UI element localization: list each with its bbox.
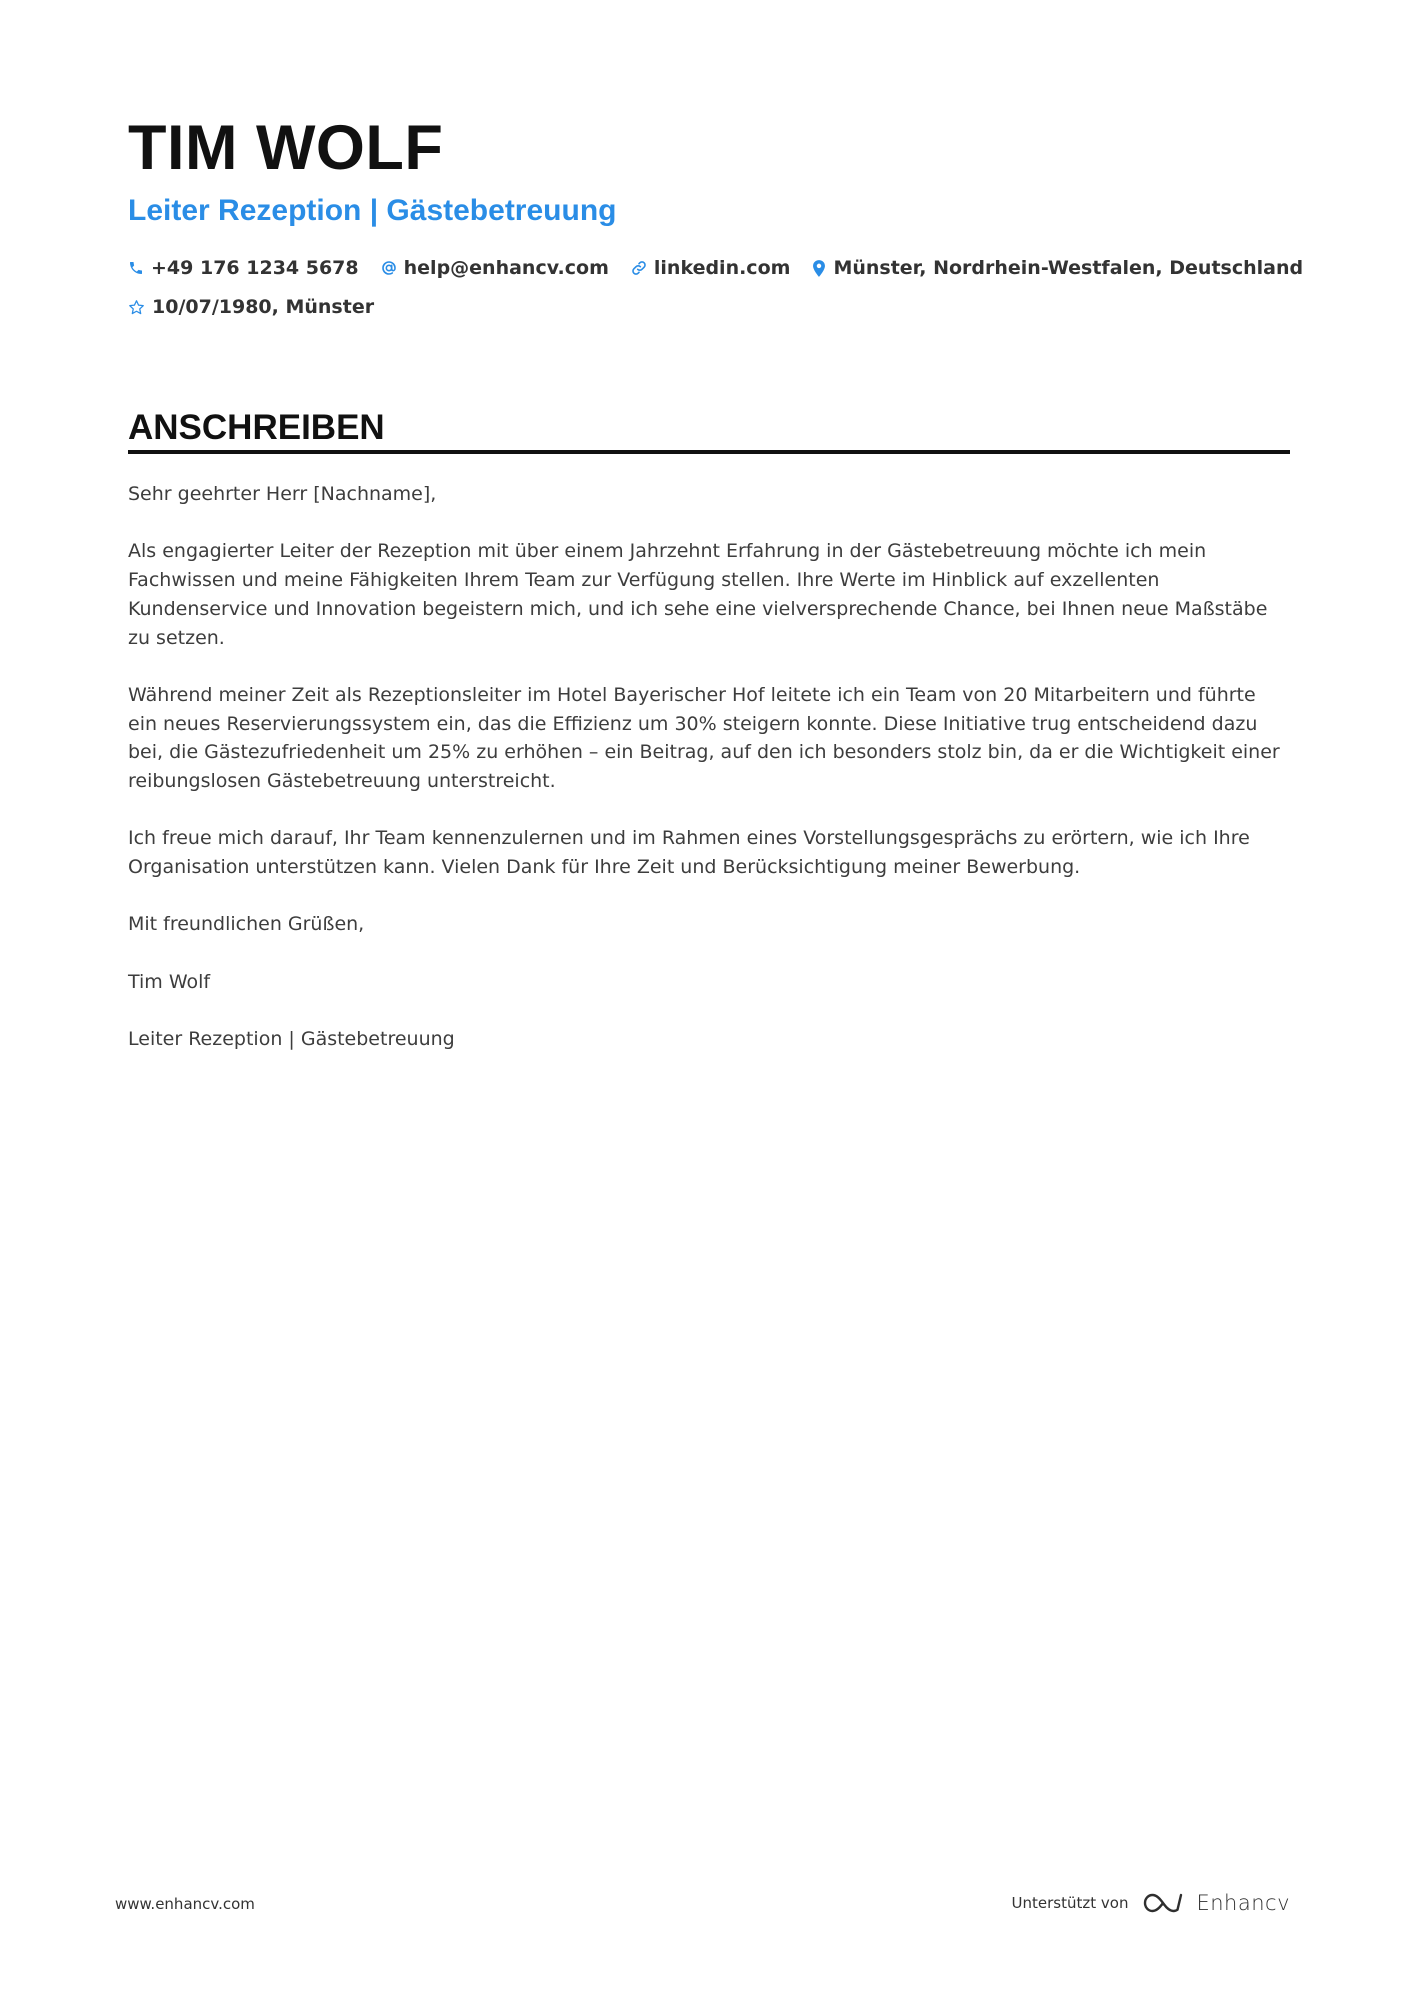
- applicant-title: Leiter Rezeption | Gästebetreuung: [128, 194, 617, 227]
- letter-paragraph: Ich freue mich darauf, Ihr Team kennenzulernen und im Rahmen eines Vorstellungsgesprächs zu erörtern, wie ich Ihre Organisation unterstützen kann. Vielen Dank für Ihre Zeit und Berücksichtigung meiner Bewerbung.: [128, 827, 1250, 879]
- contact-location: [812, 257, 1303, 279]
- contact-phone-text: +49 176 1234 5678: [151, 257, 359, 279]
- section-heading: ANSCHREIBEN: [128, 408, 385, 447]
- link-icon: [631, 260, 647, 276]
- powered-by-label: Unterstützt von: [1011, 1894, 1129, 1912]
- brand-wordmark: Enhancv: [1196, 1891, 1290, 1915]
- signature-name: Tim Wolf: [128, 970, 211, 993]
- star-icon: [128, 299, 145, 316]
- contact-phone: [128, 257, 359, 279]
- contact-row-2: [128, 292, 396, 322]
- letter-paragraph: Als engagierter Leiter der Rezeption mit über einem Jahrzehnt Erfahrung in der Gästebetreuung möchte ich mein Fachwissen und meine Fähigkeiten Ihrem Team zur Verfügung stellen. Ihre Werte im Hinblick auf exzellenten Kundenservice und Innovation begeistern mich, und ich sehe eine vielversprechende Chance, bei Ihnen neue Maßstäbe zu setzen.: [128, 540, 1268, 649]
- powered-by: [1012, 1886, 1290, 1920]
- contact-birth: [128, 296, 374, 318]
- contact-email[interactable]: [381, 257, 609, 279]
- enhancv-logo[interactable]: [1140, 1890, 1290, 1916]
- contact-birth-text: 10/07/1980, Münster: [152, 296, 375, 318]
- contact-linkedin[interactable]: [631, 257, 791, 279]
- section-divider: [128, 450, 1290, 454]
- phone-icon: [128, 260, 144, 276]
- signature-title: Leiter Rezeption | Gästebetreuung: [128, 1028, 455, 1051]
- location-pin-icon: [812, 260, 826, 277]
- contact-location-text: Münster, Nordrhein-Westfalen, Deutschland: [833, 257, 1304, 279]
- letter-closing: Mit freundlichen Grüßen,: [128, 913, 365, 936]
- at-icon: [381, 260, 397, 276]
- contact-linkedin-text: linkedin.com: [653, 257, 791, 279]
- applicant-name: TIM WOLF: [128, 113, 444, 183]
- letter-salutation: Sehr geehrter Herr [Nachname],: [128, 483, 437, 505]
- infinity-logo-icon: [1140, 1890, 1186, 1916]
- contact-row: [128, 253, 1325, 283]
- contact-email-text: help@enhancv.com: [403, 257, 609, 279]
- footer-url[interactable]: www.enhancv.com: [115, 1895, 255, 1913]
- letter-paragraph: Während meiner Zeit als Rezeptionsleiter im Hotel Bayerischer Hof leitete ich ein Team von 20 Mitarbeitern und führte ein neues Reservierungssystem ein, das die Effizienz um 30% steigern konnte. Diese Initiative trug entscheidend dazu bei, die Gästezufriedenheit um 25% zu erhöhen – ein Beitrag, auf den ich besonders stolz bin, da er die Wichtigkeit einer reibungslosen Gästebetreuung unterstreicht.: [128, 683, 1280, 792]
- letter-body: [128, 480, 1290, 1083]
